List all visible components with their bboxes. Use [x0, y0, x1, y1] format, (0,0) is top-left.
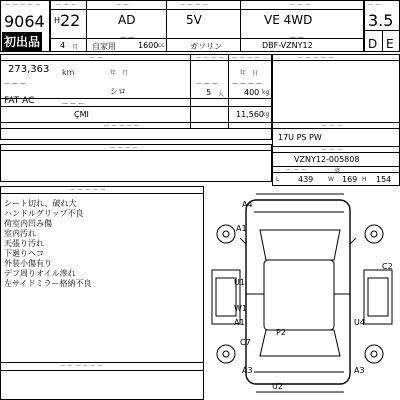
- rule: [0, 193, 204, 194]
- lot-number: 9064: [4, 12, 45, 31]
- inspection-header: — — — —: [196, 55, 225, 61]
- damage-tag: A3: [242, 366, 253, 375]
- report-line: 下廻りヘコ: [4, 249, 44, 258]
- capacity-label: — — — —: [232, 80, 262, 87]
- rule: [0, 98, 272, 99]
- fuel: ガソリン: [190, 42, 222, 51]
- options: ÇMI: [74, 110, 89, 119]
- report-footer-header: — — — — — —: [60, 363, 104, 369]
- displacement: 1600: [138, 41, 159, 50]
- damage-tag: A1: [236, 224, 247, 233]
- report-line: シート切れ、破れ大: [4, 199, 77, 208]
- damage-tag: U1: [234, 278, 245, 287]
- rule: [0, 106, 272, 107]
- year: 22: [60, 11, 81, 30]
- doors-label: — — —: [196, 80, 218, 87]
- spec: VE 4WD: [264, 13, 313, 27]
- capacity-unit: kg: [262, 89, 270, 96]
- capacity: 400: [244, 88, 260, 97]
- report-line: 外装小傷有り: [4, 259, 52, 268]
- rule: [50, 38, 364, 39]
- damage-tag: U4: [354, 318, 365, 327]
- damage-tag: A1: [234, 318, 245, 327]
- doors: 5: [206, 88, 212, 97]
- mileage-value: 273,363: [8, 64, 50, 75]
- recycle-status: 済: [334, 168, 341, 175]
- mileage-unit: km: [62, 68, 75, 77]
- damage-tag: P2: [276, 328, 286, 337]
- equipment-header: — — —: [322, 123, 343, 129]
- rule: [240, 0, 241, 52]
- equipment: 17U PS PW: [278, 133, 322, 142]
- report-line: 左サイドミラー格納不良: [4, 279, 92, 288]
- model-header: — —: [116, 2, 130, 8]
- grade-header: — — — —: [180, 2, 209, 8]
- auction-score: 3.5: [368, 11, 394, 30]
- recycle-header: — — —: [286, 167, 307, 173]
- notes-header: — — — —: [110, 145, 139, 151]
- vehicle-weight: 11,560: [236, 110, 264, 119]
- weight-unit: kg: [262, 111, 270, 118]
- report-line: 荷室内凹み傷: [4, 219, 52, 228]
- body-color: シロ: [110, 87, 126, 96]
- dim-w-label: W: [328, 176, 334, 183]
- dim-height: 154: [376, 175, 392, 184]
- damage-tag: U2: [272, 382, 283, 391]
- report-line: デフ周りオイル滲れ: [4, 269, 76, 278]
- rule: [272, 60, 400, 61]
- rule: [190, 54, 191, 128]
- rule: [228, 54, 229, 128]
- model-code-label: — —: [290, 34, 304, 41]
- report-line: 室内汚れ: [4, 229, 36, 238]
- km-note: 年 月: [110, 70, 129, 77]
- dim-width: 169: [342, 175, 358, 184]
- month: 4: [60, 41, 66, 50]
- car-outline: [204, 186, 400, 400]
- report-line: 天張り汚れ: [4, 239, 44, 248]
- chassis-number: VZNY12-005808: [294, 155, 360, 164]
- doors-unit: 人: [218, 91, 225, 98]
- grade: 5V: [186, 13, 202, 27]
- report-header: — — — — —: [70, 187, 106, 193]
- registration-header: — — — —: [232, 55, 261, 61]
- exterior-grade: E: [386, 37, 394, 51]
- chassis-header: — — —: [322, 147, 343, 153]
- rule: [382, 30, 383, 52]
- report-line: ハンドルグリップ不良: [4, 209, 84, 218]
- damage-tag: W1: [234, 304, 247, 313]
- year-era: H: [54, 16, 61, 25]
- damage-tag: C7: [240, 338, 251, 347]
- first-listing-badge: 初出品: [2, 32, 42, 51]
- dim-h-label: H: [362, 176, 367, 183]
- shift-value: FAT AC: [4, 96, 35, 106]
- dim-l-label: L: [276, 176, 280, 183]
- spec-header: — — —: [290, 2, 311, 8]
- rule: [86, 0, 87, 52]
- displacement-unit: cc: [158, 42, 165, 49]
- sales-point-header: — — — — —: [298, 55, 334, 61]
- inspection-notes-header: — — — — —: [104, 123, 140, 129]
- score-header: — —: [368, 2, 382, 8]
- km-note-2: 年 日: [240, 70, 259, 77]
- dim-length: 439: [298, 175, 314, 184]
- mileage-header: — —: [90, 55, 104, 61]
- damage-tag: C2: [382, 262, 393, 271]
- rule: [50, 9, 364, 10]
- color-label: — — —: [62, 100, 84, 107]
- damage-tag: A3: [354, 366, 365, 375]
- rule: [166, 0, 167, 52]
- month-unit: 月: [72, 44, 79, 51]
- year-header: — — —: [56, 2, 77, 8]
- damage-tag: A4: [242, 200, 253, 209]
- interior-grade: D: [368, 37, 378, 51]
- lot-header: — — — — —: [5, 2, 41, 8]
- model-name: AD: [118, 13, 136, 27]
- use-type: 自家用: [92, 42, 116, 51]
- displacement-label: — —: [120, 34, 134, 41]
- vehicle-damage-diagram: [204, 186, 400, 400]
- model-code: DBF-VZNY12: [262, 41, 313, 50]
- rule: [0, 370, 204, 371]
- shift-label: — — —: [4, 80, 26, 87]
